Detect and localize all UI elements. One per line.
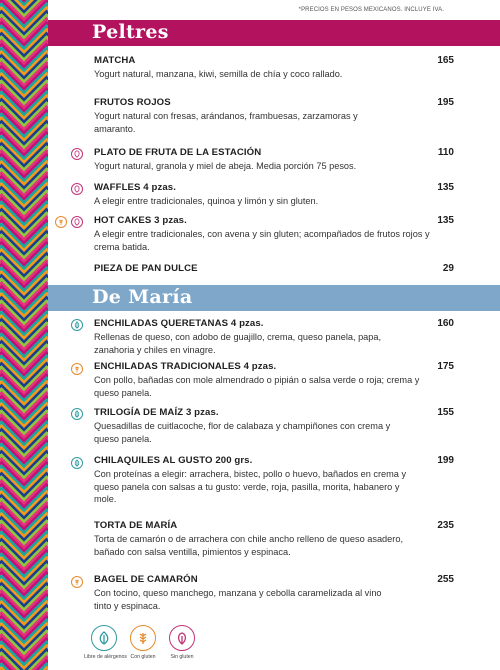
gluten-icon xyxy=(71,363,83,375)
item-description: Yogurt natural con fresas, arándanos, frambuesas, zarzamoras y amaranto. xyxy=(94,111,358,134)
item-price: 165 xyxy=(437,55,454,66)
menu-item xyxy=(94,520,454,558)
item-description: Yogurt natural, granola y miel de abeja. Media porción 75 pesos. xyxy=(94,161,357,171)
item-price: 135 xyxy=(437,182,454,193)
vegetarian-icon xyxy=(71,216,83,228)
allergen-free-icon xyxy=(71,457,83,469)
allergen-free-icon xyxy=(71,319,83,331)
item-name: BAGEL DE CAMARÓN xyxy=(94,574,198,585)
item-name: TRILOGÍA DE MAÍZ 3 pzas. xyxy=(94,407,219,418)
allergen-free-icon xyxy=(71,408,83,420)
item-price: 110 xyxy=(437,147,454,158)
item-price: 155 xyxy=(437,407,454,418)
gluten-icon xyxy=(55,216,67,228)
menu-item xyxy=(94,263,454,275)
menu-item xyxy=(94,147,454,173)
legend-label: Con gluten xyxy=(130,654,156,660)
item-name: HOT CAKES 3 pzas. xyxy=(94,215,187,226)
section-banner-peltres xyxy=(48,20,500,46)
menu-item xyxy=(94,215,454,253)
section-title: Peltres xyxy=(92,21,169,43)
item-description: Con tocino, queso manchego, manzana y cebolla caramelizada al vino tinto y espinaca. xyxy=(94,588,382,611)
menu-item xyxy=(94,574,454,612)
menu-item xyxy=(94,182,454,208)
item-description: Con pollo, bañadas con mole almendrado o pipián o salsa verde o roja; crema y queso panela. xyxy=(94,375,420,398)
menu-item xyxy=(94,318,454,356)
item-price: 160 xyxy=(437,318,454,329)
section-banner-de-maria xyxy=(48,285,500,311)
item-description: Con proteínas a elegir: arrachera, bistec, pollo o huevo, bañados en crema y queso panela con salsas a tu gusto: verde, roja, pasilla, morita, habanero y mole. xyxy=(94,469,407,504)
item-price: 29 xyxy=(442,263,454,274)
vegetarian-icon xyxy=(169,625,195,651)
item-price: 235 xyxy=(437,520,454,531)
item-name: FRUTOS ROJOS xyxy=(94,97,171,108)
item-name: WAFFLES 4 pzas. xyxy=(94,182,176,193)
item-description: Torta de camarón o de arrachera con chile ancho relleno de queso asadero, bañado con salsa ventilla, pimientos y espinaca. xyxy=(94,534,403,557)
menu-item xyxy=(94,97,454,135)
item-price: 195 xyxy=(437,97,454,108)
item-price: 255 xyxy=(437,574,454,585)
item-name: PLATO DE FRUTA DE LA ESTACIÓN xyxy=(94,147,262,158)
price-note: *PRECIOS EN PESOS MEXICANOS. INCLUYE IVA. xyxy=(298,7,444,13)
menu-item xyxy=(94,55,454,81)
gluten-icon xyxy=(71,576,83,588)
item-description: Rellenas de queso, con adobo de guajillo, crema, queso panela, papa, zanahoria y chiles en vinagre. xyxy=(94,332,382,355)
item-description: A elegir entre tradicionales, quinoa y limón y sin gluten. xyxy=(94,196,319,206)
legend-label: Libre de alérgenos xyxy=(84,654,127,660)
vegetarian-icon xyxy=(71,148,83,160)
menu-item xyxy=(94,361,454,399)
item-name: ENCHILADAS QUERETANAS 4 pzas. xyxy=(94,318,264,329)
item-name: MATCHA xyxy=(94,55,136,66)
item-price: 199 xyxy=(437,455,454,466)
allergen-free-icon xyxy=(91,625,117,651)
item-price: 135 xyxy=(437,215,454,226)
legend-allergen-free xyxy=(84,625,127,660)
item-description: Quesadillas de cuitlacoche, flor de calabaza y champiñones con crema y queso panela. xyxy=(94,421,391,444)
vegetarian-icon xyxy=(71,183,83,195)
item-name: PIEZA DE PAN DULCE xyxy=(94,263,198,274)
menu-item xyxy=(94,455,454,506)
item-description: A elegir entre tradicionales, con avena y sin gluten; acompañados de frutos rojos y crema batida. xyxy=(94,229,430,252)
legend-gluten xyxy=(123,625,163,660)
item-price: 175 xyxy=(437,361,454,372)
legend-label: Sin gluten xyxy=(170,654,194,660)
item-name: ENCHILADAS TRADICIONALES 4 pzas. xyxy=(94,361,277,372)
item-name: CHILAQUILES AL GUSTO 200 grs. xyxy=(94,455,253,466)
menu-item xyxy=(94,407,454,445)
section-title: De María xyxy=(92,286,193,308)
item-name: TORTA DE MARÍA xyxy=(94,520,178,531)
item-description: Yogurt natural, manzana, kiwi, semilla de chía y coco rallado. xyxy=(94,69,343,79)
gluten-icon xyxy=(130,625,156,651)
legend-gluten-free xyxy=(162,625,202,660)
decorative-chevron-pattern xyxy=(0,0,48,670)
